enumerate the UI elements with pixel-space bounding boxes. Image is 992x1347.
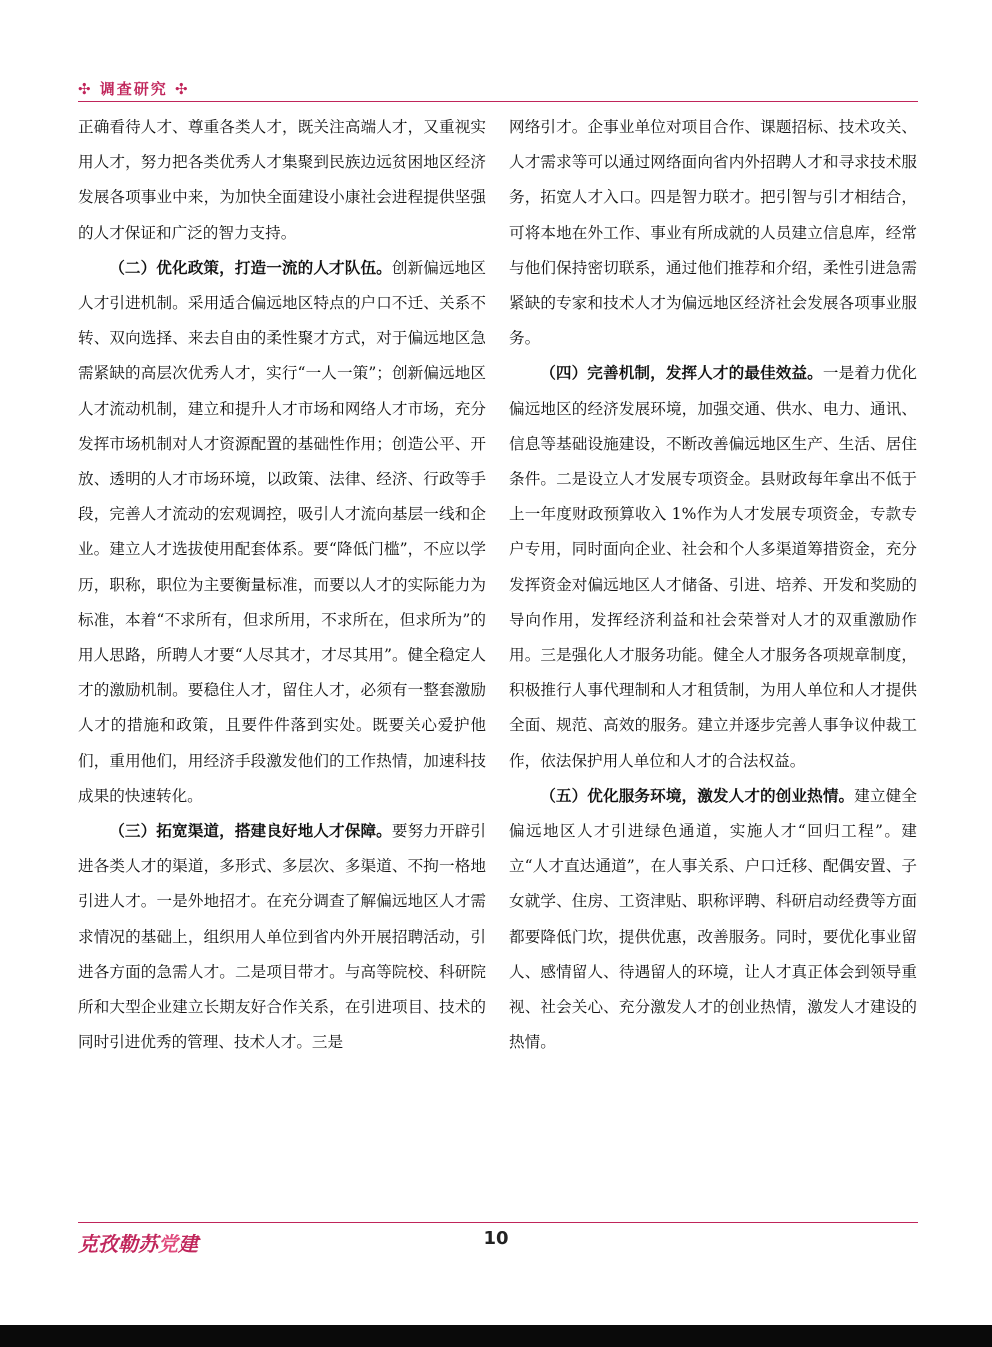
left-column (78, 110, 486, 1060)
section-heading-3: （三）拓宽渠道，搭建良好地人才保障。 (109, 822, 392, 841)
section-body-5: 建立健全偏远地区人才引进绿色通道，实施人才“回归工程”。建立“人才直达通道”，在人事关系、户口迁移、配偶安置、子女就学、住房、工资津贴、职称评聘、科研启动经费等方面都要降低门坎，提供优惠，改善服务。同时，要优化事业留人、感情留人、待遇留人的环境，让人才真正体会到领导重视、社会关心、充分激发人才的创业热情，激发人才建设的热情。 (509, 786, 917, 1052)
publication-logo (78, 1228, 198, 1257)
paragraph-section-5 (509, 779, 917, 1061)
paragraph-continued-right: 网络引才。企事业单位对项目合作、课题招标、技术攻关、人才需求等可以通过网络面向省内外招聘人才和寻求技术服务，拓宽人才入口。四是智力联才。把引智与引才相结合，可将本地在外工作、事业有所成就的人员建立信息库，经常与他们保持密切联系，通过他们推荐和介绍，柔性引进急需紧缺的专家和技术人才为偏远地区经济社会发展各项事业服务。 (509, 118, 917, 348)
section-body-2: 创新偏远地区人才引进机制。采用适合偏远地区特点的户口不迁、关系不转、双向选择、来去自由的柔性聚才方式，对于偏远地区急需紧缺的高层次优秀人才，实行“一人一策”；创新偏远地区人才流动机制，建立和提升人才市场和网络人才市场，充分发挥市场机制对人才资源配置的基础性作用；创造公平、开放、透明的人才市场环境，以政策、法律、经济、行政等手段，完善人才流动的宏观调控，吸引人才流向基层一线和企业。建立人才选拔使用配套体系。要“降低门槛”，不应以学历，职称，职位为主要衡量标准，而要以人才的实际能力为标准，本着“不求所有，但求所用，不求所在，但求所为”的用人思路，所聘人才要“人尽其才，才尽其用”。健全稳定人才的激励机制。要稳住人才，留住人才，必须有一整套激励人才的措施和政策，且要件件落到实处。既要关心爱护他们，重用他们，用经济手段激发他们的工作热情，加速科技成果的快速转化。 (78, 258, 486, 805)
section-heading-4: （四）完善机制，发挥人才的最佳效益。 (540, 364, 823, 383)
right-column (509, 110, 917, 1060)
section-body-4: 一是着力优化偏远地区的经济发展环境，加强交通、供水、电力、通讯、信息等基础设施建设，不断改善偏远地区生产、生活、居住条件。二是设立人才发展专项资金。县财政每年拿出不低于上一年度财政预算收入 1%作为人才发展专项资金，专款专户专用，同时面向企业、社会和个人多渠道筹措资金，充分发挥资金对偏远地区人才储备、引进、培养、开发和奖励的导向作用，发挥经济利益和社会荣誉对人才的双重激励作用。三是强化人才服务功能。健全人才服务各项规章制度，积极推行人事代理制和人才租赁制，为用人单位和人才提供全面、规范、高效的服务。建立并逐步完善人事争议仲裁工作，依法保护用人单位和人才的合法权益。 (509, 364, 917, 770)
logo-text-3: 建 (178, 1232, 198, 1256)
paragraph-section-2 (78, 251, 486, 814)
section-heading-5: （五）优化服务环境，激发人才的创业热情。 (540, 786, 855, 805)
section-tag: ✣ 调查研究 ✣ (78, 80, 190, 98)
page-header (78, 78, 918, 104)
header-divider (78, 101, 918, 102)
page-number: 10 (483, 1228, 509, 1249)
footer-divider (78, 1222, 918, 1223)
paragraph-section-4 (509, 356, 917, 778)
bottom-scan-border (0, 1325, 992, 1347)
paragraph-continued: 正确看待人才、尊重各类人才，既关注高端人才，又重视实用人才，努力把各类优秀人才集聚到民族边远贫困地区经济发展各项事业中来，为加快全面建设小康社会进程提供坚强的人才保证和广泛的智力支持。 (78, 118, 486, 242)
logo-text-2: 党 (158, 1232, 178, 1256)
paragraph-section-3 (78, 814, 486, 1060)
section-heading-2: （二）优化政策，打造一流的人才队伍。 (109, 258, 392, 277)
logo-text-1: 克孜勒苏 (78, 1232, 158, 1256)
section-body-3: 要努力开辟引进各类人才的渠道，多形式、多层次、多渠道、不拘一格地引进人才。一是外地招才。在充分调查了解偏远地区人才需求情况的基础上，组织用人单位到省内外开展招聘活动，引进各方面的急需人才。二是项目带才。与高等院校、科研院所和大型企业建立长期友好合作关系，在引进项目、技术的同时引进优秀的管理、技术人才。三是 (78, 822, 486, 1052)
